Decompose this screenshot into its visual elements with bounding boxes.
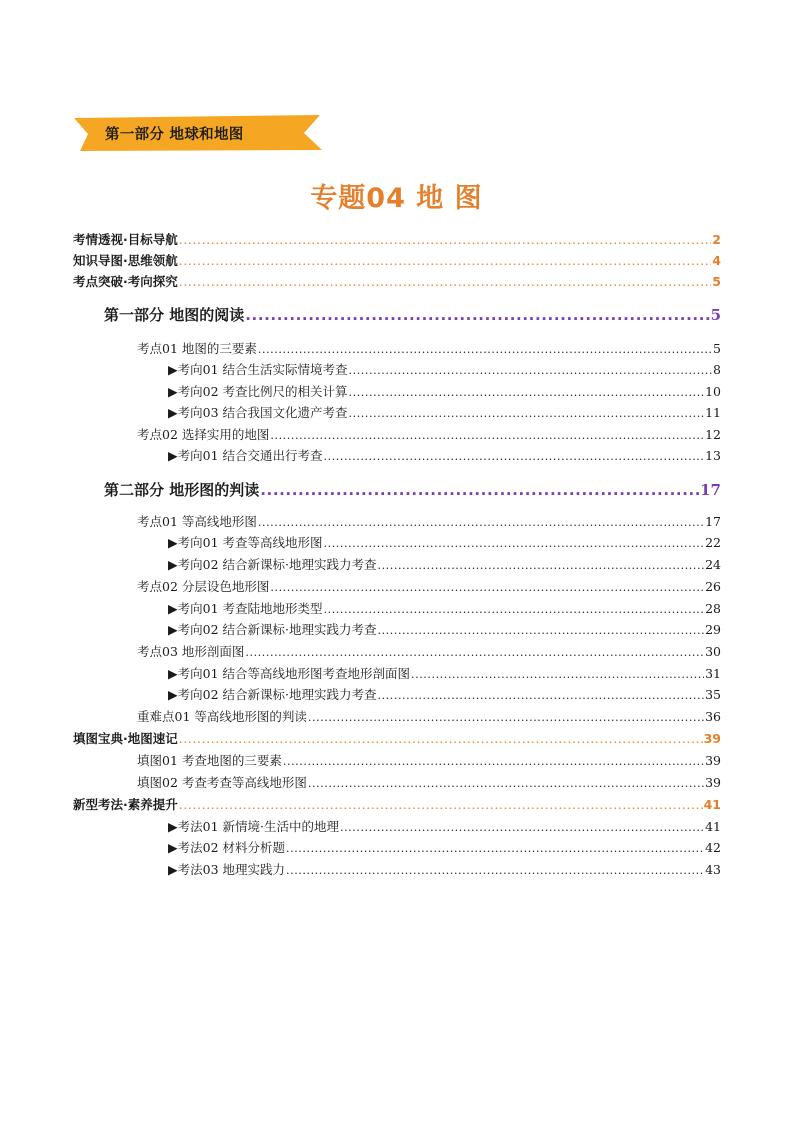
toc-page: 22 bbox=[705, 535, 721, 550]
toc-label: 考点突破·考向探究 bbox=[73, 274, 178, 289]
toc-page: 17 bbox=[700, 481, 721, 499]
toc-page: 11 bbox=[705, 405, 721, 420]
toc-page: 8 bbox=[713, 362, 721, 377]
toc-page: 24 bbox=[705, 557, 721, 572]
toc-leader-dots bbox=[349, 364, 713, 377]
toc-label: ▶考向03 结合我国文化遗产考查 bbox=[168, 405, 348, 420]
toc-leader-dots bbox=[258, 516, 704, 529]
toc-leader-dots bbox=[411, 668, 704, 681]
toc-entry-p2k3b[interactable] bbox=[168, 685, 721, 703]
toc-entry-s5c[interactable] bbox=[168, 860, 721, 878]
toc-page: 39 bbox=[705, 753, 721, 768]
toc-leader-dots bbox=[179, 253, 712, 268]
toc-page: 5 bbox=[710, 306, 721, 324]
toc-leader-dots bbox=[283, 755, 704, 768]
toc-leader-dots bbox=[377, 559, 704, 572]
toc-entry-p2z1[interactable] bbox=[137, 707, 721, 725]
toc-page: 2 bbox=[712, 232, 721, 247]
toc-leader-dots bbox=[286, 864, 704, 877]
toc-label: ▶考向01 结合等高线地形图考查地形剖面图 bbox=[168, 666, 410, 681]
toc-page: 5 bbox=[712, 274, 721, 289]
toc-page: 41 bbox=[703, 797, 721, 812]
toc-label: ▶考向02 考查比例尺的相关计算 bbox=[168, 384, 348, 399]
toc-leader-dots bbox=[349, 407, 705, 420]
toc-label: 填图01 考查地图的三要素 bbox=[137, 753, 282, 768]
toc-leader-dots bbox=[179, 797, 703, 812]
toc-entry-part1[interactable] bbox=[104, 304, 721, 325]
toc-entry-p2k2b[interactable] bbox=[168, 620, 721, 638]
toc-leader-dots bbox=[245, 646, 704, 659]
toc-entry-s4b[interactable] bbox=[137, 773, 721, 791]
toc-label: ▶考向01 结合生活实际情境考查 bbox=[168, 362, 348, 377]
toc-label: 考点03 地形剖面图 bbox=[137, 644, 245, 659]
toc-page: 35 bbox=[705, 687, 721, 702]
toc-entry-s3[interactable] bbox=[73, 272, 721, 290]
toc-entry-p2k1b[interactable] bbox=[168, 555, 721, 573]
toc-page: 26 bbox=[705, 579, 721, 594]
toc-label: 填图02 考查考查等高线地形图 bbox=[137, 775, 307, 790]
toc-leader-dots bbox=[340, 821, 704, 834]
toc-leader-dots bbox=[349, 386, 705, 399]
toc-label: ▶考法01 新情境·生活中的地理 bbox=[168, 819, 339, 834]
toc-label: 知识导图·思维领航 bbox=[73, 253, 178, 268]
toc-page: 30 bbox=[705, 644, 721, 659]
toc-leader-dots bbox=[324, 603, 705, 616]
toc-page: 43 bbox=[705, 862, 721, 877]
toc-entry-p1k1a[interactable] bbox=[168, 360, 721, 378]
toc-page: 31 bbox=[705, 666, 721, 681]
toc-label: 新型考法·素养提升 bbox=[73, 797, 178, 812]
toc-entry-p1k1c[interactable] bbox=[168, 403, 721, 421]
toc-leader-dots bbox=[286, 842, 704, 855]
toc-page: 17 bbox=[705, 514, 721, 529]
toc-entry-p1k2a[interactable] bbox=[168, 446, 721, 464]
toc-entry-s5a[interactable] bbox=[168, 817, 721, 835]
toc-entry-p1k1b[interactable] bbox=[168, 382, 721, 400]
toc-leader-dots bbox=[308, 777, 704, 790]
section-banner bbox=[72, 113, 324, 153]
toc-page: 42 bbox=[705, 840, 721, 855]
toc-label: ▶考法03 地理实践力 bbox=[168, 862, 285, 877]
toc-entry-p2k1[interactable] bbox=[137, 512, 721, 530]
toc-page: 29 bbox=[705, 622, 721, 637]
toc-label: 考点01 等高线地形图 bbox=[137, 514, 257, 529]
toc-label: ▶考向02 结合新课标·地理实践力考查 bbox=[168, 622, 377, 637]
toc-entry-s4a[interactable] bbox=[137, 751, 721, 769]
page-title: 专题04 地 图 bbox=[310, 183, 483, 214]
toc-entry-part2[interactable] bbox=[104, 479, 721, 500]
toc-entry-p1k2[interactable] bbox=[137, 425, 721, 443]
toc-leader-dots bbox=[270, 429, 704, 442]
toc-label: 第一部分 地图的阅读 bbox=[104, 306, 245, 324]
toc-entry-p2k3[interactable] bbox=[137, 642, 721, 660]
toc-label: ▶考向01 考查等高线地形图 bbox=[168, 535, 323, 550]
toc-label: 第二部分 地形图的判读 bbox=[104, 481, 260, 499]
toc-leader-dots bbox=[324, 537, 705, 550]
toc-entry-p2k2a[interactable] bbox=[168, 599, 721, 617]
toc-page: 39 bbox=[703, 731, 721, 746]
toc-entry-s1[interactable] bbox=[73, 230, 721, 248]
toc-page: 28 bbox=[705, 601, 721, 616]
toc-leader-dots bbox=[260, 481, 699, 499]
toc-label: ▶考向02 结合新课标·地理实践力考查 bbox=[168, 687, 377, 702]
toc-label: 重难点01 等高线地形图的判读 bbox=[137, 709, 307, 724]
toc-leader-dots bbox=[377, 689, 704, 702]
toc-leader-dots bbox=[258, 343, 712, 356]
toc-leader-dots bbox=[245, 306, 709, 324]
toc-label: 考点02 选择实用的地图 bbox=[137, 427, 270, 442]
toc-page: 39 bbox=[705, 775, 721, 790]
toc-page: 13 bbox=[705, 448, 721, 463]
toc-page: 41 bbox=[705, 819, 721, 834]
toc-page: 4 bbox=[712, 253, 721, 268]
toc-entry-s2[interactable] bbox=[73, 251, 721, 269]
toc-label: ▶考向02 结合新课标·地理实践力考查 bbox=[168, 557, 377, 572]
toc-page: 10 bbox=[705, 384, 721, 399]
toc-entry-p2k3a[interactable] bbox=[168, 664, 721, 682]
toc-label: ▶考向01 考查陆地地形类型 bbox=[168, 601, 323, 616]
toc-entry-s5[interactable] bbox=[73, 795, 721, 813]
toc-page: 12 bbox=[705, 427, 721, 442]
toc-leader-dots bbox=[270, 581, 704, 594]
toc-label: ▶考法02 材料分析题 bbox=[168, 840, 285, 855]
toc-label: 考情透视·目标导航 bbox=[73, 232, 178, 247]
toc-leader-dots bbox=[324, 450, 705, 463]
toc-leader-dots bbox=[179, 731, 703, 746]
toc-entry-p2k2[interactable] bbox=[137, 577, 721, 595]
banner-label: 第一部分 地球和地图 bbox=[105, 127, 244, 143]
toc-leader-dots bbox=[308, 711, 704, 724]
toc-label: 考点01 地图的三要素 bbox=[137, 341, 257, 356]
toc-entry-p1k1[interactable] bbox=[137, 339, 721, 357]
toc-leader-dots bbox=[179, 232, 712, 247]
toc-page: 36 bbox=[705, 709, 721, 724]
toc-entry-p2k1a[interactable] bbox=[168, 533, 721, 551]
toc-leader-dots bbox=[179, 274, 712, 289]
toc-leader-dots bbox=[377, 624, 704, 637]
toc-entry-s4[interactable] bbox=[73, 729, 721, 747]
toc-entry-s5b[interactable] bbox=[168, 838, 721, 856]
toc-label: 考点02 分层设色地形图 bbox=[137, 579, 270, 594]
toc-label: 填图宝典·地图速记 bbox=[73, 731, 178, 746]
toc-page: 5 bbox=[713, 341, 721, 356]
toc-label: ▶考向01 结合交通出行考查 bbox=[168, 448, 323, 463]
